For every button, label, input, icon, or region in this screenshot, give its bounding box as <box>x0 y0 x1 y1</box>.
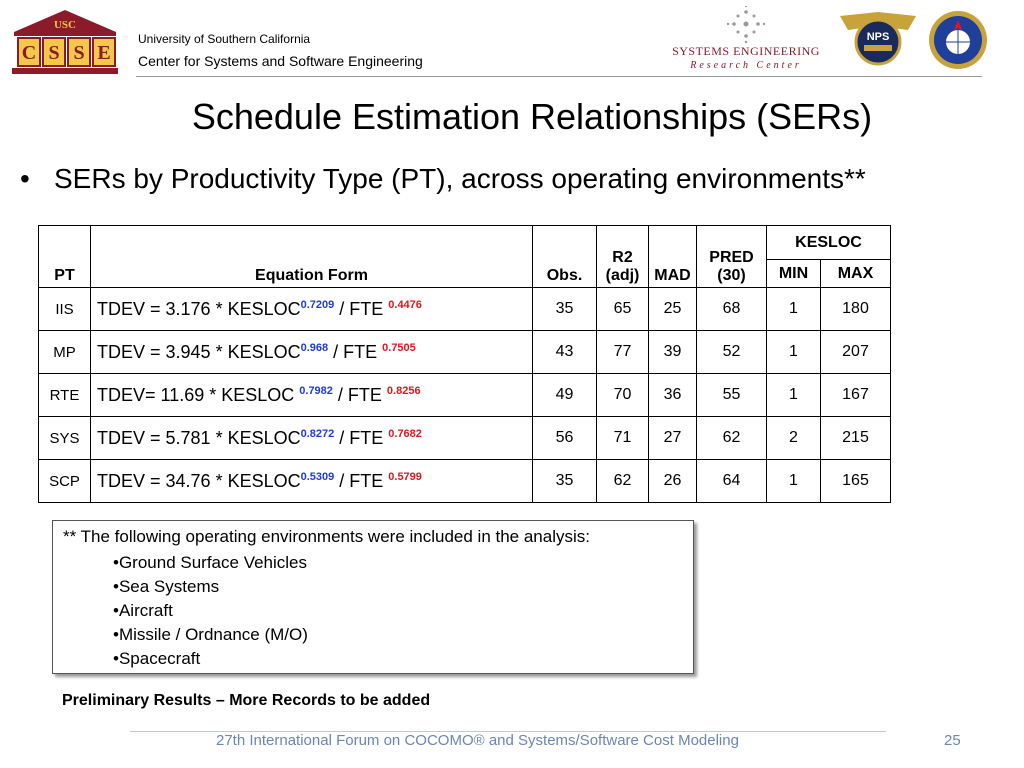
min-cell: 1 <box>767 460 821 503</box>
max-cell: 165 <box>821 460 891 503</box>
operating-environments-note <box>52 520 694 674</box>
table-row <box>39 374 891 417</box>
equation-mid: / FTE <box>328 341 383 362</box>
table-row <box>39 288 891 331</box>
obs-cell: 35 <box>533 288 597 331</box>
equation-base: TDEV = 5.781 * KESLOC <box>97 427 301 448</box>
csse-logo-letter: C <box>21 42 37 64</box>
min-cell: 1 <box>767 331 821 374</box>
list-item: •Missile / Ordnance (M/O) <box>113 625 308 644</box>
r2-cell: 65 <box>597 288 649 331</box>
min-cell: 1 <box>767 374 821 417</box>
list-item: •Spacecraft <box>113 649 201 668</box>
preliminary-results-note: Preliminary Results – More Records to be added <box>62 692 431 709</box>
csse-logo-letter: E <box>97 42 111 64</box>
mad-cell: 25 <box>649 288 697 331</box>
bullet-text: SERs by Productivity Type (PT), across operating environments** <box>54 163 866 194</box>
note-list <box>113 551 308 671</box>
footer-text: 27th International Forum on COCOMO® and Systems/Software Cost Modeling <box>216 732 739 749</box>
r2-cell: 70 <box>597 374 649 417</box>
equation-mid: / FTE <box>334 298 389 319</box>
pred-cell: 55 <box>697 374 767 417</box>
equation-cell <box>91 417 533 460</box>
list-item: •Sea Systems <box>113 577 220 596</box>
mad-cell: 39 <box>649 331 697 374</box>
table-row <box>39 417 891 460</box>
min-cell: 2 <box>767 417 821 460</box>
slide-title: Schedule Estimation Relationships (SERs) <box>191 96 873 137</box>
list-item: •Ground Surface Vehicles <box>113 553 308 572</box>
pt-cell: IIS <box>39 288 91 331</box>
header-divider <box>136 76 982 77</box>
pred-cell: 62 <box>697 417 767 460</box>
equation-mid: / FTE <box>332 384 387 405</box>
fte-exponent: 0.8256 <box>386 384 421 397</box>
nps-logo-text: NPS <box>866 31 890 43</box>
ser-logo-title: SYSTEMS ENGINEERING <box>672 44 820 58</box>
mad-cell: 36 <box>649 374 697 417</box>
max-cell: 207 <box>821 331 891 374</box>
equation-cell <box>91 374 533 417</box>
equation-base: TDEV = 3.945 * KESLOC <box>97 341 301 362</box>
list-item: •Aircraft <box>113 601 173 620</box>
pt-cell: MP <box>39 331 91 374</box>
header-r2-line1: R2 <box>612 249 633 266</box>
pred-cell: 68 <box>697 288 767 331</box>
header-pred-line1: PRED <box>709 249 754 266</box>
obs-cell: 49 <box>533 374 597 417</box>
equation-mid: / FTE <box>334 427 389 448</box>
csse-logo-letter: S <box>48 42 60 64</box>
pt-cell: SCP <box>39 460 91 503</box>
ser-table <box>38 225 891 503</box>
r2-cell: 71 <box>597 417 649 460</box>
note-heading: ** The following operating environments were included in the analysis: <box>63 527 590 546</box>
kesloc-exponent: 0.5309 <box>300 470 335 483</box>
pred-cell: 52 <box>697 331 767 374</box>
header-obs: Obs. <box>533 226 597 288</box>
equation-base: TDEV = 34.76 * KESLOC <box>97 470 301 491</box>
r2-cell: 77 <box>597 331 649 374</box>
air-force-institute-logo <box>928 10 988 70</box>
equation-base: TDEV= 11.69 * KESLOC <box>97 384 300 405</box>
pt-cell: SYS <box>39 417 91 460</box>
page-number: 25 <box>944 732 961 749</box>
pt-cell: RTE <box>39 374 91 417</box>
fte-exponent: 0.7505 <box>382 341 416 354</box>
header-max: MAX <box>821 260 891 288</box>
header-kesloc: KESLOC <box>767 226 891 260</box>
kesloc-exponent: 0.8272 <box>300 427 335 440</box>
kesloc-exponent: 0.7982 <box>299 384 333 397</box>
equation-base: TDEV = 3.176 * KESLOC <box>97 298 301 319</box>
equation-mid: / FTE <box>334 470 389 491</box>
table-row <box>39 331 891 374</box>
equation-cell <box>91 331 533 374</box>
systems-engineering-research-center-logo <box>660 6 832 72</box>
csse-logo <box>10 8 120 76</box>
max-cell: 167 <box>821 374 891 417</box>
header-r2 <box>597 226 649 288</box>
bullet-point <box>20 163 866 195</box>
center-name: Center for Systems and Software Engineering <box>138 53 423 69</box>
header-mad: MAD <box>649 226 697 288</box>
mad-cell: 27 <box>649 417 697 460</box>
equation-cell <box>91 460 533 503</box>
header-pred-line2: (30) <box>717 267 746 284</box>
fte-exponent: 0.7682 <box>388 427 422 440</box>
ser-logo-subtitle: Research Center <box>690 60 802 71</box>
csse-logo-letter: S <box>73 42 85 64</box>
nps-logo <box>838 10 918 68</box>
r2-cell: 62 <box>597 460 649 503</box>
kesloc-exponent: 0.968 <box>300 341 329 354</box>
equation-cell <box>91 288 533 331</box>
kesloc-exponent: 0.7209 <box>300 298 335 311</box>
fte-exponent: 0.5799 <box>388 470 422 483</box>
header-pred <box>697 226 767 288</box>
fte-exponent: 0.4476 <box>388 298 422 311</box>
header-min: MIN <box>767 260 821 288</box>
pred-cell: 64 <box>697 460 767 503</box>
header-pt: PT <box>39 226 91 288</box>
bullet-dot-icon: • <box>20 163 30 194</box>
obs-cell: 56 <box>533 417 597 460</box>
max-cell: 215 <box>821 417 891 460</box>
ser-star-icon <box>660 6 832 46</box>
university-name: University of Southern California <box>138 32 311 46</box>
mad-cell: 26 <box>649 460 697 503</box>
header-r2-line2: (adj) <box>605 267 640 284</box>
table-row <box>39 460 891 503</box>
min-cell: 1 <box>767 288 821 331</box>
header-equation: Equation Form <box>91 226 533 288</box>
obs-cell: 35 <box>533 460 597 503</box>
obs-cell: 43 <box>533 331 597 374</box>
max-cell: 180 <box>821 288 891 331</box>
csse-logo-top-text: USC <box>53 19 77 31</box>
